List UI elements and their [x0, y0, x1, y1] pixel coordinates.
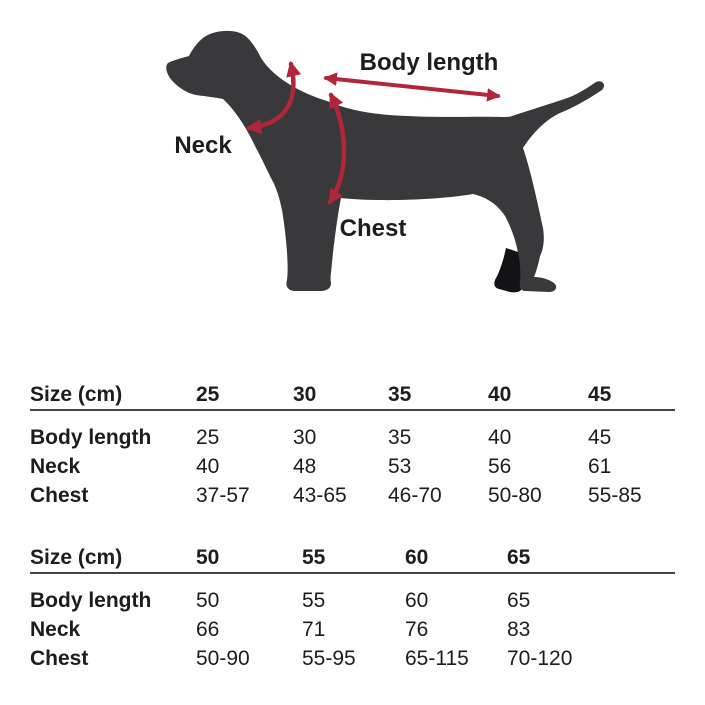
size-unit-header: Size (cm) [30, 384, 196, 410]
measurement-value: 40 [196, 455, 220, 478]
measurement-label: Body length [30, 589, 152, 612]
size-table-2 [30, 547, 675, 673]
neck-label: Neck [174, 132, 232, 159]
measurement-value: 30 [293, 426, 317, 449]
size-column-header: 45 [588, 384, 675, 410]
measurement-row [30, 573, 675, 615]
measurement-value: 50-80 [488, 484, 542, 507]
measurement-value: 50 [196, 589, 220, 612]
measurement-value: 70-120 [507, 647, 573, 670]
size-column-header: 40 [488, 384, 588, 410]
size-column-header: 60 [405, 547, 507, 573]
measurement-label: Chest [30, 647, 89, 670]
measurement-label: Neck [30, 618, 81, 641]
measurement-value: 48 [293, 455, 317, 478]
measurement-label: Body length [30, 426, 152, 449]
measurement-value: 55-95 [302, 647, 356, 670]
measurement-value: 35 [388, 426, 412, 449]
measurement-value: 71 [302, 618, 326, 641]
size-column-header: 50 [196, 547, 302, 573]
size-column-header: 65 [507, 547, 675, 573]
body-length-label: Body length [359, 49, 499, 76]
chest-label: Chest [339, 215, 407, 242]
size-table-1 [30, 384, 675, 510]
measurement-row [30, 481, 675, 510]
measurement-value: 37-57 [196, 484, 250, 507]
measurement-value: 65-115 [405, 647, 469, 670]
measurement-value: 76 [405, 618, 429, 641]
size-unit-header: Size (cm) [30, 547, 196, 573]
measurement-value: 61 [588, 455, 612, 478]
measurement-value: 43-65 [293, 484, 347, 507]
measurement-value: 66 [196, 618, 220, 641]
measurement-row [30, 410, 675, 452]
measurement-value: 55 [302, 589, 326, 612]
measurement-value: 53 [388, 455, 412, 478]
measurement-value: 25 [196, 426, 220, 449]
size-column-header: 25 [196, 384, 293, 410]
measurement-value: 55-85 [588, 484, 642, 507]
measurement-row [30, 615, 675, 644]
size-column-header: 55 [302, 547, 405, 573]
size-column-header: 30 [293, 384, 388, 410]
measurement-value: 50-90 [196, 647, 250, 670]
size-table-header-row [30, 384, 675, 410]
size-column-header: 35 [388, 384, 488, 410]
measurement-label: Neck [30, 455, 81, 478]
measurement-value: 60 [405, 589, 429, 612]
measurement-row [30, 644, 675, 673]
size-table-header-row [30, 547, 675, 573]
measurement-value: 65 [507, 589, 531, 612]
measurement-value: 40 [488, 426, 512, 449]
measurement-value: 83 [507, 618, 531, 641]
measurement-value: 45 [588, 426, 612, 449]
measurement-row [30, 452, 675, 481]
measurement-value: 46-70 [388, 484, 442, 507]
measurement-label: Chest [30, 484, 89, 507]
measurement-value: 56 [488, 455, 512, 478]
